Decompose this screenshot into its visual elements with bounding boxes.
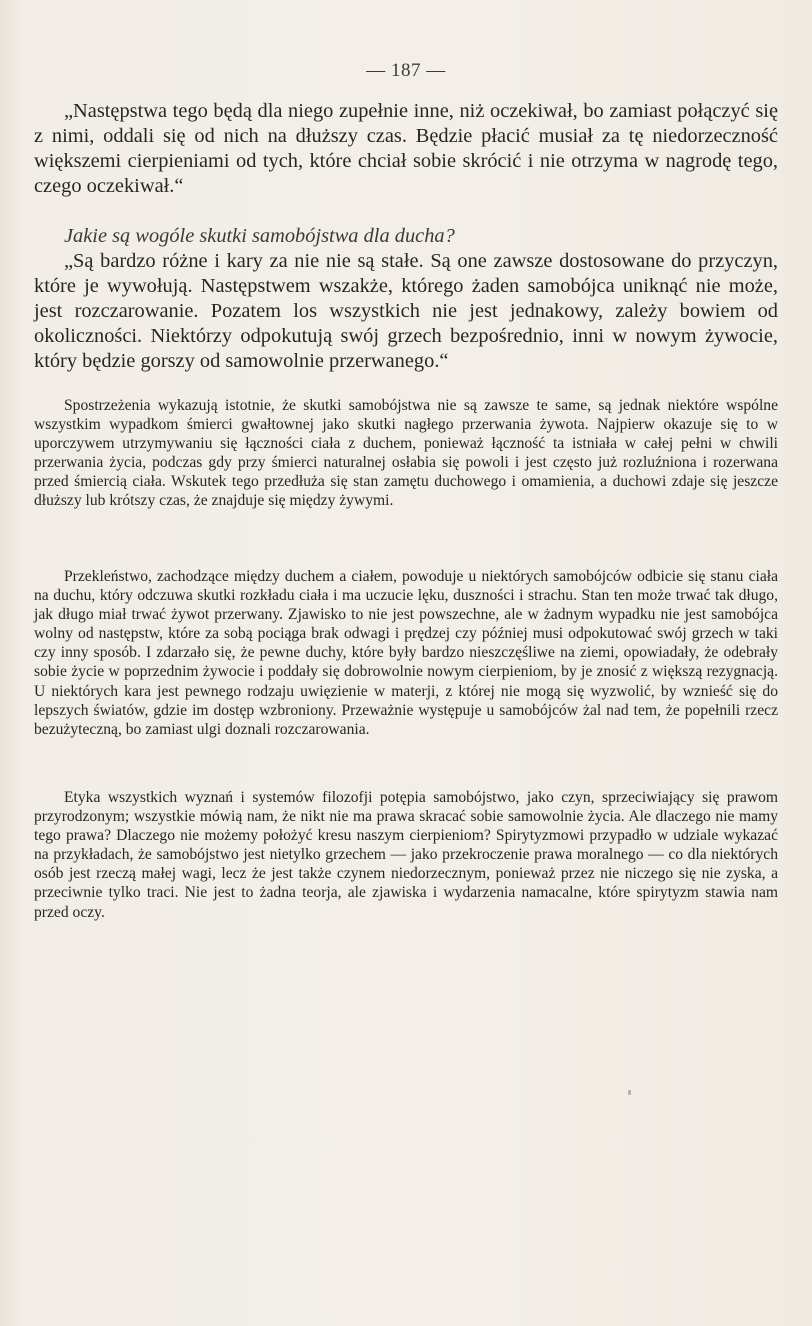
paragraph-quote-consequences: „Następstwa tego będą dla niego zupełnie inne, niż oczekiwał, bo zamiast połączyć się z nimi, oddali się od nich na dłuższy czas. Będzie płacić musiał za tę niedorzeczność większemi cierpieniami od tych, które chciał sobie skrócić i nie otrzyma w nagrodę tego, czego oczekiwał.“ — [34, 100, 778, 197]
paper-speck — [628, 1090, 631, 1095]
paragraph-ethics: Etyka wszystkich wyznań i systemów filozofji potępia samobójstwo, jako czyn, sprzeciwiający się prawom przyrodzonym; wszystkie mówią nam, że nikt nie ma prawa skracać sobie samowolnie życia. Ale dlaczego nie mamy tego prawa? Dlaczego nie możemy położyć kresu naszym cierpieniom? Spirytyzmowi przypadło w udziale wykazać na przykładach, że samobójstwo jest nietylko grzechem — jako przekroczenie prawa moralnego — co dla niektórych osób jest rzeczą małej wagi, lecz że jest także czynem niedorzecznym, ponieważ przez nie niczego się nie zyska, a przeciwnie tylko traci. Nie jest to żadna teorja, ale zjawiska i wydarzenia namacalne, które spirytyzm stawia nam przed oczy. — [34, 789, 778, 921]
paragraph-question: Jakie są wogóle skutki samobójstwa dla ducha? — [64, 225, 455, 247]
paragraph-curse: Przekleństwo, zachodzące między duchem a ciałem, powoduje u niektórych samobójców odbicie się stanu ciała na duchu, który odczuwa skutki rozkładu ciała i ma uczucie lęku, duszności i strachu. Stan ten może trwać tak długo, jak długo miał trwać żywot przerwany. Zjawisko to nie jest powszechne, ale w żadnym wypadku nie jest samobójca wolny od następstw, które za sobą pociąga brak odwagi i prędzej czy później musi odpokutować swój grzech w taki czy inny sposób. I zdarzało się, że pewne duchy, które były bardzo nieszczęśliwe na ziemi, opowiadały, że odebrały sobie życie w poprzednim żywocie i poddały się dobrowolnie nowym cierpieniom, by je znosić z większą rezygnacją. U niektórych kara jest pewnego rodzaju uwięzienie w materji, z której nie mogą się wyzwolić, by wznieść się do lepszych światów, gdzie im dostęp wzbroniony. Przeważnie występuje u samobójców żal nad tem, że popełnili rzecz bezużyteczną, bo zamiast ulgi doznali rozczarowania. — [34, 568, 778, 738]
page-number: — 187 — — [366, 60, 446, 81]
paragraph-quote-punishments: „Są bardzo różne i kary za nie nie są stałe. Są one zawsze dostosowane do przyczyn, które je wywołują. Następstwem wszakże, którego żaden samobójca uniknąć nie może, jest rozczarowanie. Pozatem los wszystkich nie jest jednakowy, zależy bowiem od okoliczności. Niektórzy odpokutują swój grzech bezpośrednio, inni w nowym żywocie, który będzie gorszy od samowolnie przerwanego.“ — [34, 250, 778, 372]
paragraph-observations: Spostrzeżenia wykazują istotnie, że skutki samobójstwa nie są zawsze te same, są jednak niektóre wspólne wszystkim wypadkom śmierci gwałtownej jako skutki nagłego przerwania żywota. Najpierw okazuje się to w uporczywem utrzymywaniu się łączności ciała z duchem, ponieważ łączność ta istniała w całej pełni w chwili przerwania życia, podczas gdy przy śmierci naturalnej osłabia się powoli i jest często już rozluźniona i rozerwana przed śmiercią ciała. Wskutek tego przedłuża się stan zamętu duchowego i omamienia, a duchowi zdaje się jeszcze dłuższy lub krótszy czas, że znajduje się między żywymi. — [34, 397, 778, 510]
